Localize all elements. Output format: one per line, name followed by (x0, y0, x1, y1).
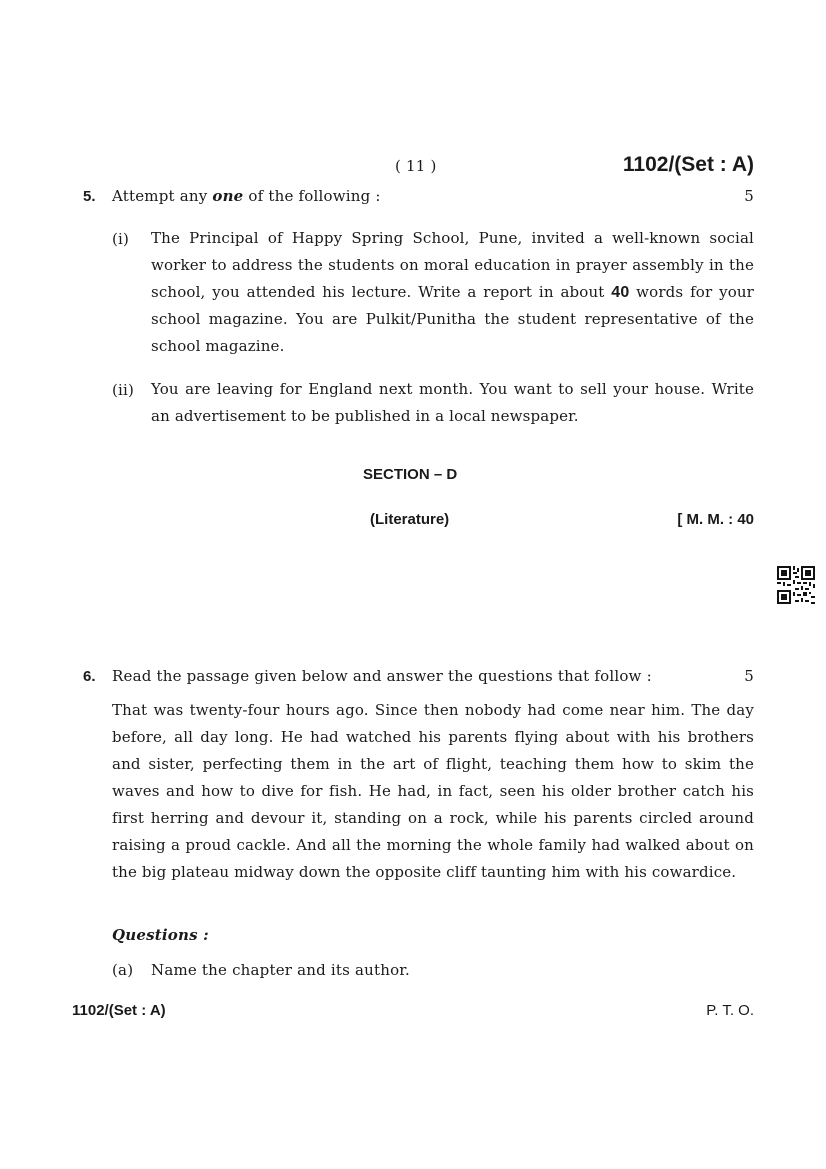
question-6-passage: That was twenty-four hours ago. Since then nobody had come near him. The day before, all day long. He had watched his parents flying about with his brothers and sister, perfecting them in the art of flight, teaching them how to skim the waves and how to dive for fish. He had, in fact, seen his older brother catch his first herring and devour it, standing on a rock, while his parents circled around raising a proud cackle. And all the morning the whole family had walked about on the big plateau midway down the opposite cliff taunting him with his cowardice. (112, 701, 754, 881)
option-ii-label: (ii) (112, 381, 135, 399)
question-5-number: 5. (83, 188, 96, 205)
option-i-text-before: The Principal of Happy Spring School, Pune, invited a well-known social worker to address the students on moral education in prayer assembly in the school, you attended his lecture. Write a report in about (151, 229, 754, 301)
question-5-prompt (112, 187, 381, 205)
section-subtitle: (Literature) (370, 511, 450, 528)
pto: P. T. O. (706, 1002, 754, 1019)
option-i-text-after: words for your school magazine. You are Pulkit/Punitha the student representative of the school magazine. (151, 283, 755, 355)
question-6-prompt: Read the passage given below and answer the questions that follow : (112, 667, 652, 685)
paper-code-footer: 1102/(Set : A) (72, 1002, 166, 1019)
max-marks: [ M. M. : 40 (677, 511, 754, 528)
paper-code-header: 1102/(Set : A) (622, 153, 754, 176)
question-a-text: Name the chapter and its author. (151, 961, 410, 979)
question-6-marks: 5 (744, 667, 754, 685)
question-6-number: 6. (83, 668, 96, 685)
q5-prompt-emphasis: one (212, 187, 244, 205)
section-title: SECTION – D (363, 466, 458, 483)
option-i-word-count: 40 (611, 284, 630, 301)
q5-prompt-after: of the following : (243, 187, 381, 205)
question-a-label: (a) (112, 961, 134, 979)
option-i-text (151, 225, 754, 360)
qr-code (777, 566, 815, 604)
page-number: ( 11 ) (395, 157, 437, 175)
q5-prompt-before: Attempt any (112, 187, 213, 205)
question-5-marks: 5 (744, 187, 754, 205)
questions-heading: Questions : (112, 926, 209, 944)
option-i-label: (i) (112, 230, 130, 248)
option-ii-text: You are leaving for England next month. You want to sell your house. Write an advertisement to be published in a local newspaper. (151, 380, 754, 425)
